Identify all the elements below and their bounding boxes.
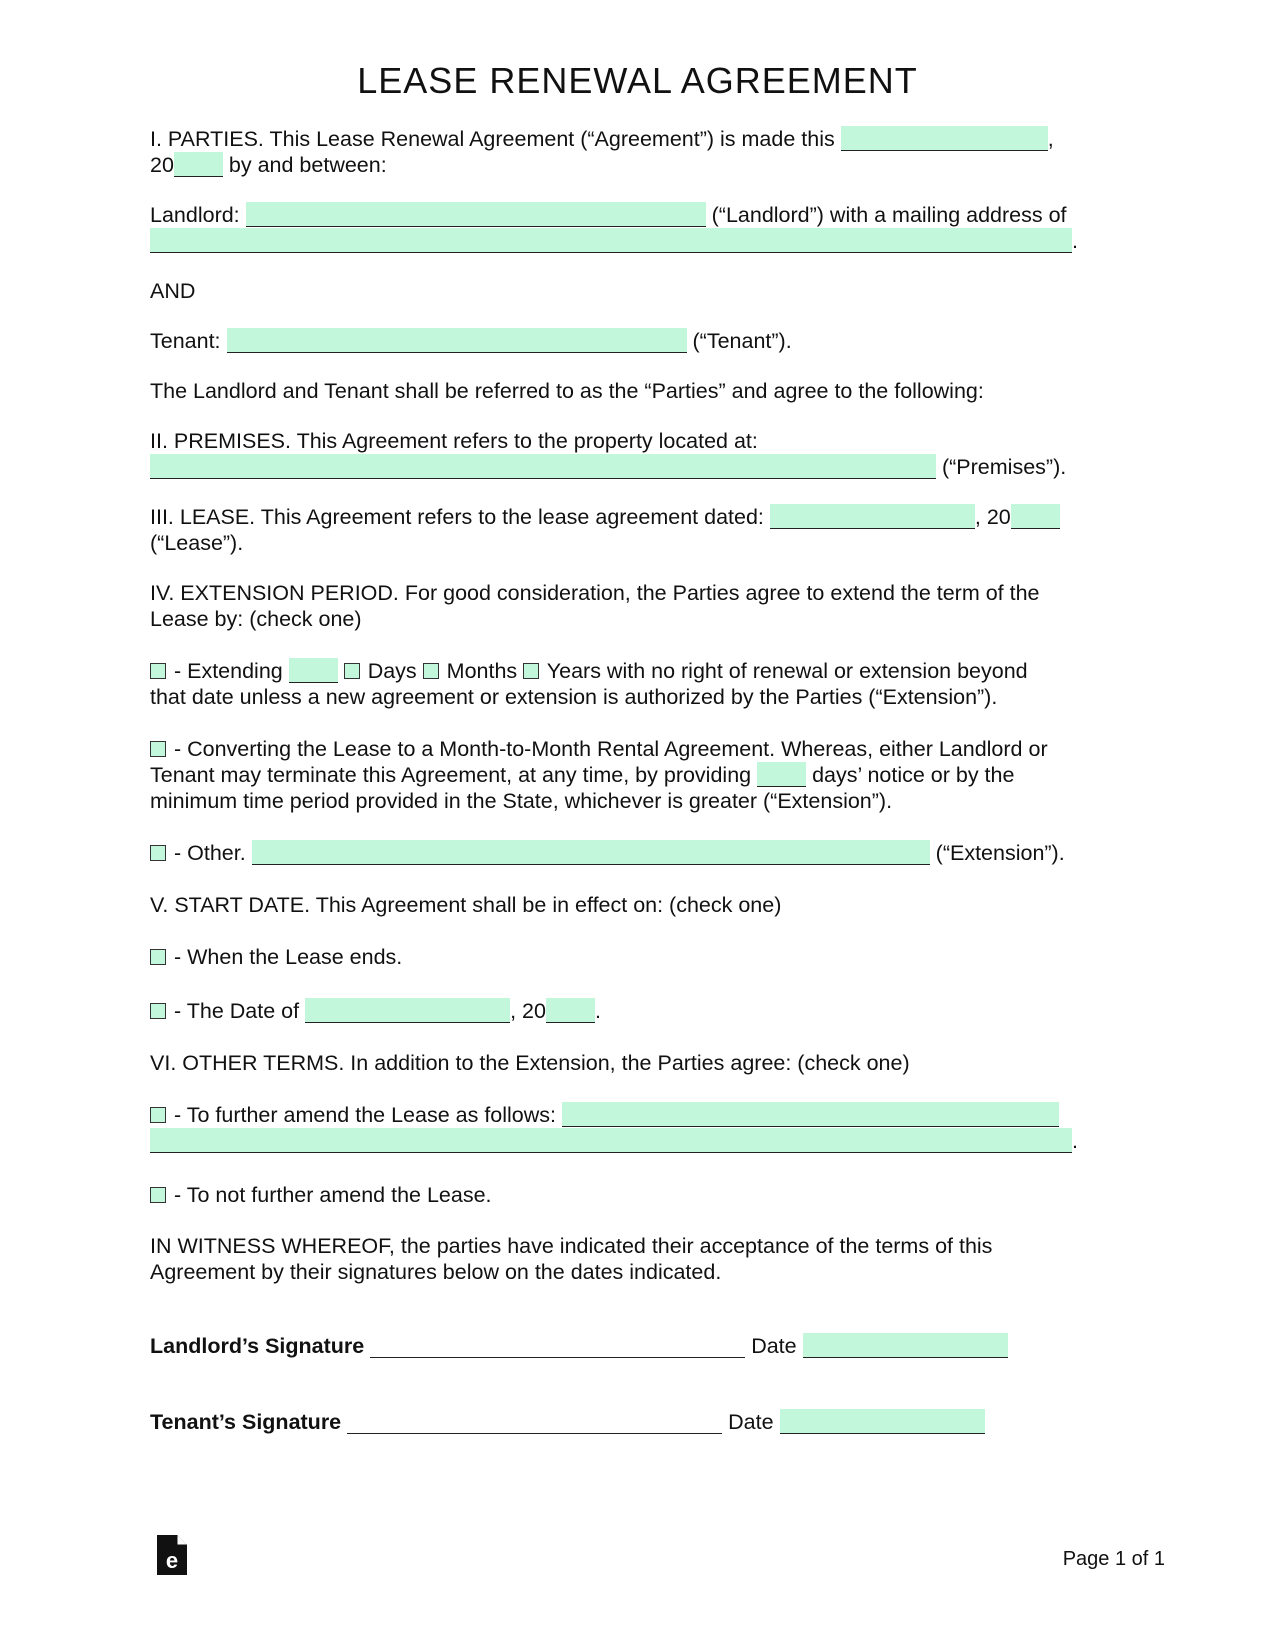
days-checkbox[interactable]	[344, 663, 360, 679]
start-year-field[interactable]	[546, 998, 595, 1023]
start-option-2: - The Date of , 20 .	[150, 998, 601, 1024]
extension-heading-1: IV. EXTENSION PERIOD. For good consideration, the Parties agree to extend the term of the	[150, 581, 1040, 605]
extension-option-2-line-3: minimum time period provided in the State, whichever is greater (“Extension”).	[150, 789, 893, 813]
other-extension-checkbox[interactable]	[150, 845, 166, 861]
amend-lease-checkbox[interactable]	[150, 1107, 166, 1123]
extension-heading-2: Lease by: (check one)	[150, 607, 362, 631]
premises-heading: II. PREMISES. This Agreement refers to the property located at:	[150, 429, 758, 453]
page-number: Page 1 of 1	[1062, 1548, 1165, 1570]
landlord-name-field[interactable]	[246, 202, 706, 227]
landlord-line: Landlord: (“Landlord”) with a mailing address of	[150, 203, 1067, 227]
parties-referred-text: The Landlord and Tenant shall be referred to as the “Parties” and agree to the following:	[150, 379, 984, 403]
tenant-line: Tenant: (“Tenant”).	[150, 329, 792, 353]
and-text: AND	[150, 279, 196, 303]
month-to-month-checkbox[interactable]	[150, 741, 166, 757]
premises-line: (“Premises”).	[150, 454, 1066, 480]
start-option-1: - When the Lease ends.	[150, 944, 402, 970]
other-option-1: - To further amend the Lease as follows:	[150, 1102, 1059, 1128]
tenant-signature-field[interactable]	[347, 1409, 722, 1434]
landlord-signature-row	[150, 1333, 1008, 1359]
witness-line-1: IN WITNESS WHEREOF, the parties have indicated their acceptance of the terms of this	[150, 1234, 993, 1258]
landlord-signature-field[interactable]	[370, 1333, 745, 1358]
landlord-signature-label: Landlord’s Signature	[150, 1334, 365, 1358]
landlord-date-label: Date	[751, 1334, 797, 1358]
extension-option-1: - Extending Days Months Years with no right of renewal or extension beyond	[150, 658, 1028, 684]
lease-date-field[interactable]	[770, 504, 975, 529]
start-date-field[interactable]	[305, 998, 510, 1023]
extension-option-3: - Other. (“Extension”).	[150, 840, 1065, 866]
landlord-address-field[interactable]	[150, 228, 1072, 253]
agreement-date-field[interactable]	[841, 126, 1048, 151]
lease-ends-checkbox[interactable]	[150, 949, 166, 965]
extension-option-2: - Converting the Lease to a Month-to-Month Rental Agreement. Whereas, either Landlord or	[150, 736, 1048, 762]
landlord-date-field[interactable]	[803, 1333, 1008, 1358]
amendment-field-1[interactable]	[562, 1102, 1059, 1127]
parties-line-1: I. PARTIES. This Lease Renewal Agreement (“Agreement”) is made this ,	[150, 127, 1054, 151]
extension-option-1-line-2: that date unless a new agreement or extension is authorized by the Parties (“Extension”).	[150, 685, 998, 709]
lease-line-1: III. LEASE. This Agreement refers to the lease agreement dated: , 20	[150, 504, 1060, 530]
eforms-logo-icon	[157, 1535, 187, 1575]
other-option-2: - To not further amend the Lease.	[150, 1182, 492, 1208]
notice-days-field[interactable]	[757, 762, 806, 787]
tenant-date-label: Date	[728, 1410, 774, 1434]
tenant-date-field[interactable]	[780, 1409, 985, 1434]
lease-year-field[interactable]	[1011, 504, 1060, 529]
other-option-1-line-2: .	[150, 1128, 1078, 1154]
tenant-signature-label: Tenant’s Signature	[150, 1410, 342, 1434]
document-title: LEASE RENEWAL AGREEMENT	[357, 60, 918, 101]
amendment-field-2[interactable]	[150, 1128, 1072, 1153]
months-checkbox[interactable]	[423, 663, 439, 679]
no-amend-checkbox[interactable]	[150, 1187, 166, 1203]
extension-length-field[interactable]	[289, 658, 338, 683]
specific-date-checkbox[interactable]	[150, 1003, 166, 1019]
landlord-address-line: .	[150, 228, 1078, 254]
premises-address-field[interactable]	[150, 454, 936, 479]
other-terms-heading: VI. OTHER TERMS. In addition to the Extension, the Parties agree: (check one)	[150, 1051, 910, 1075]
witness-line-2: Agreement by their signatures below on the dates indicated.	[150, 1260, 722, 1284]
tenant-signature-row	[150, 1409, 985, 1435]
parties-line-2: 20 by and between:	[150, 153, 387, 177]
lease-line-2: (“Lease”).	[150, 531, 244, 555]
extending-checkbox[interactable]	[150, 663, 166, 679]
svg-text:e: e	[165, 1548, 179, 1573]
other-extension-field[interactable]	[252, 840, 930, 865]
extension-option-2-line-2: Tenant may terminate this Agreement, at any time, by providing days’ notice or by the	[150, 763, 1015, 787]
tenant-name-field[interactable]	[227, 328, 687, 353]
start-date-heading: V. START DATE. This Agreement shall be in effect on: (check one)	[150, 893, 782, 917]
years-checkbox[interactable]	[523, 663, 539, 679]
agreement-year-field[interactable]	[174, 152, 223, 177]
